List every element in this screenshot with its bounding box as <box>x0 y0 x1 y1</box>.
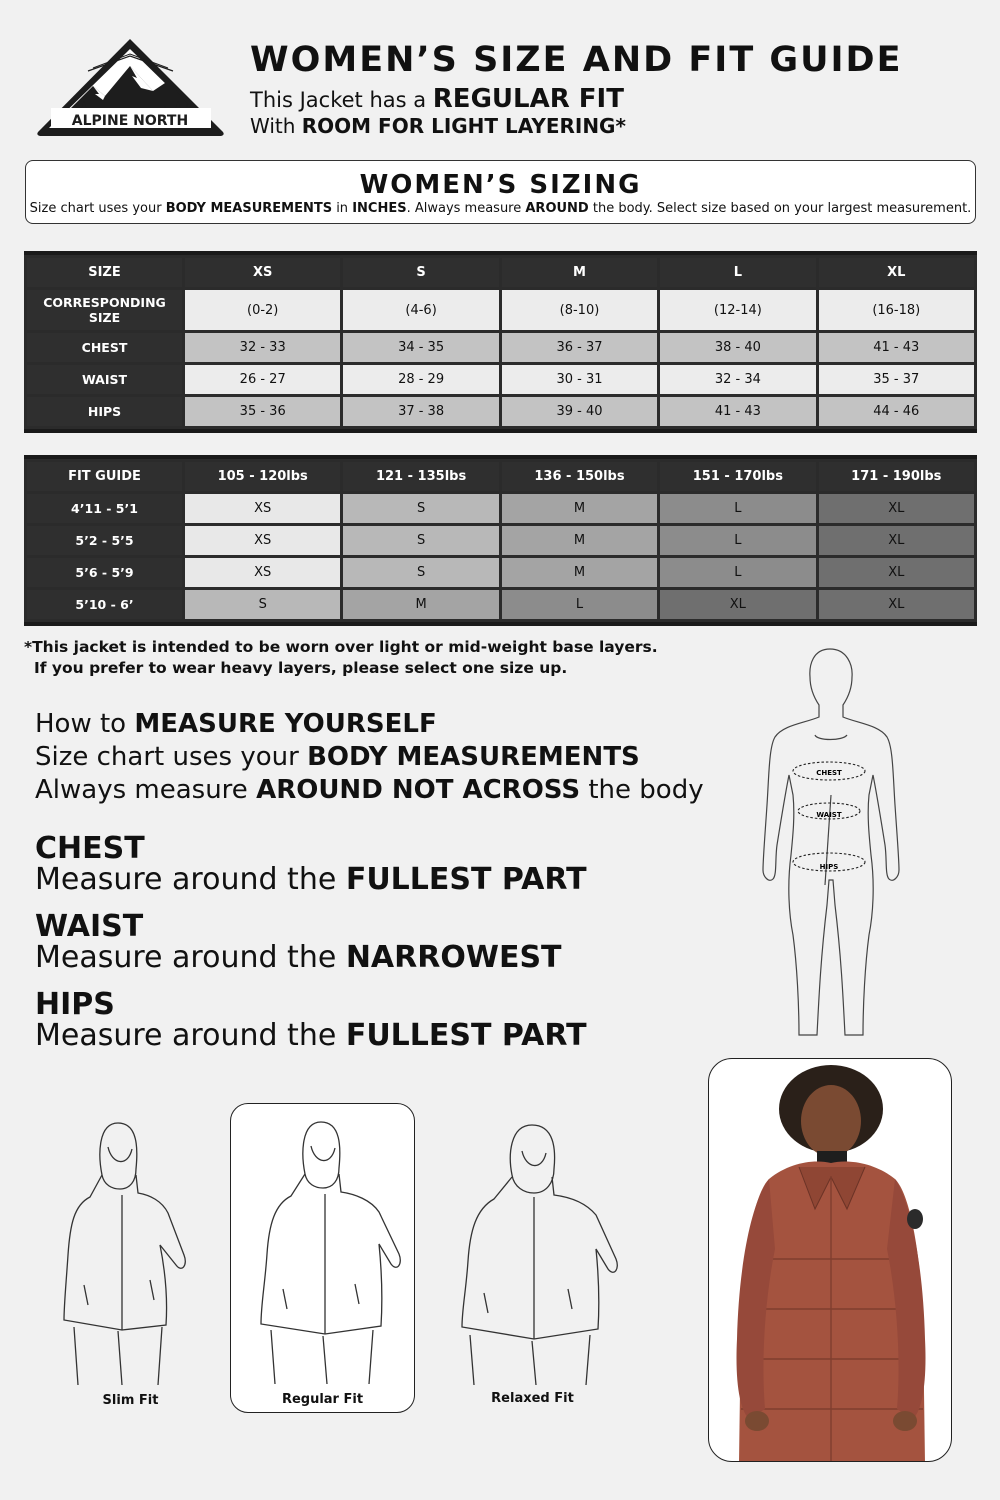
measure-bold: FULLEST PART <box>345 862 587 897</box>
fit-guide-table <box>24 455 977 626</box>
header-cell: SIZE <box>27 258 182 287</box>
table-cell: XL <box>819 494 974 523</box>
jacket-sketch-icon <box>38 1105 223 1385</box>
regular-fit-illustration <box>230 1103 415 1413</box>
table-cell: 38 - 40 <box>660 333 815 362</box>
header-cell: S <box>343 258 498 287</box>
measure-desc <box>35 1020 587 1052</box>
header-cell: 105 - 120lbs <box>185 462 340 491</box>
header-cell: 136 - 150lbs <box>502 462 657 491</box>
header-cell: L <box>660 258 815 287</box>
header-cell: 151 - 170lbs <box>660 462 815 491</box>
table-row <box>27 590 974 619</box>
note-bold: AROUND <box>525 201 589 216</box>
table-row <box>27 333 974 362</box>
relaxed-fit-label: Relaxed Fit <box>491 1391 574 1406</box>
table-row <box>27 290 974 330</box>
layering-prefix: With <box>250 114 302 138</box>
table-cell: (8-10) <box>502 290 657 330</box>
hips-figure-label: HIPS <box>819 863 839 871</box>
table-cell: 30 - 31 <box>502 365 657 394</box>
table-cell: 32 - 34 <box>660 365 815 394</box>
table-cell: L <box>660 558 815 587</box>
note-part: . Always measure <box>406 201 526 216</box>
layering-bold: ROOM FOR LIGHT LAYERING* <box>301 114 626 138</box>
header-cell: XL <box>819 258 974 287</box>
page-title: WOMEN’S SIZE AND FIT GUIDE <box>250 40 903 80</box>
measure-bold: FULLEST PART <box>345 1018 587 1053</box>
table-cell: M <box>343 590 498 619</box>
table-row <box>27 494 974 523</box>
table-cell: XL <box>819 590 974 619</box>
howto-text: How to <box>35 709 135 739</box>
sizing-header-row <box>27 258 974 287</box>
table-cell: S <box>343 526 498 555</box>
row-label: WAIST <box>27 365 182 394</box>
table-cell: M <box>502 494 657 523</box>
measure-desc <box>35 942 562 974</box>
row-label: 5’2 - 5’5 <box>27 526 182 555</box>
table-cell: 35 - 37 <box>819 365 974 394</box>
howto-bold: AROUND NOT ACROSS <box>256 775 581 805</box>
row-label: 4’11 - 5’1 <box>27 494 182 523</box>
table-cell: S <box>185 590 340 619</box>
table-cell: XS <box>185 494 340 523</box>
fit-line <box>250 84 624 114</box>
howto-line <box>35 741 704 774</box>
row-label: 5’6 - 5’9 <box>27 558 182 587</box>
footnote-line: *This jacket is intended to be worn over light or mid-weight base layers. <box>24 638 658 656</box>
header-cell: 121 - 135lbs <box>343 462 498 491</box>
logo-text: ALPINE NORTH <box>71 113 189 129</box>
table-cell: XL <box>819 558 974 587</box>
model-wearing-jacket-image <box>709 1059 952 1462</box>
footnote-line: If you prefer to wear heavy layers, please select one size up. <box>34 659 568 677</box>
measure-heading: WAIST <box>35 909 144 944</box>
howto-text: the body <box>580 775 704 805</box>
table-cell: XS <box>185 558 340 587</box>
table-cell: M <box>502 526 657 555</box>
row-label: HIPS <box>27 397 182 426</box>
table-cell: L <box>660 526 815 555</box>
table-cell: (4-6) <box>343 290 498 330</box>
table-row <box>27 397 974 426</box>
howto-text: Size chart uses your <box>35 742 308 772</box>
note-bold: INCHES <box>352 201 407 216</box>
table-cell: (0-2) <box>185 290 340 330</box>
howto-text: Always measure <box>35 775 257 805</box>
table-cell: 26 - 27 <box>185 365 340 394</box>
table-cell: 36 - 37 <box>502 333 657 362</box>
table-cell: M <box>502 558 657 587</box>
table-cell: 32 - 33 <box>185 333 340 362</box>
table-cell: 28 - 29 <box>343 365 498 394</box>
measure-desc <box>35 864 587 896</box>
table-cell: S <box>343 494 498 523</box>
waist-figure-label: WAIST <box>816 811 842 819</box>
howto-line <box>35 774 704 807</box>
note-part: in <box>332 201 353 216</box>
table-cell: 35 - 36 <box>185 397 340 426</box>
measure-heading: CHEST <box>35 831 145 866</box>
relaxed-fit-illustration <box>440 1105 625 1415</box>
header-cell: 171 - 190lbs <box>819 462 974 491</box>
header-cell: M <box>502 258 657 287</box>
header-cell: XS <box>185 258 340 287</box>
table-cell: 34 - 35 <box>343 333 498 362</box>
body-outline-figure <box>755 645 905 1040</box>
row-label: CHEST <box>27 333 182 362</box>
table-cell: 41 - 43 <box>660 397 815 426</box>
body-outline-icon <box>755 645 905 1040</box>
table-cell: S <box>343 558 498 587</box>
measure-text: Measure around the <box>35 862 346 897</box>
sizing-title: WOMEN’S SIZING <box>359 170 642 200</box>
fit-line-prefix: This Jacket has a <box>250 88 433 112</box>
measure-bold: NARROWEST <box>345 940 562 975</box>
measure-text: Measure around the <box>35 940 346 975</box>
how-to-measure <box>35 708 704 807</box>
sizing-note <box>26 201 975 216</box>
mountain-logo-icon <box>33 36 228 138</box>
table-cell: L <box>660 494 815 523</box>
row-label: 5’10 - 6’ <box>27 590 182 619</box>
slim-fit-label: Slim Fit <box>102 1393 159 1408</box>
howto-bold: MEASURE YOURSELF <box>134 709 437 739</box>
brand-logo <box>33 36 228 138</box>
table-cell: 39 - 40 <box>502 397 657 426</box>
fit-type: REGULAR FIT <box>432 84 624 114</box>
product-photo <box>708 1058 952 1462</box>
note-bold: BODY MEASUREMENTS <box>165 201 333 216</box>
table-cell: (12-14) <box>660 290 815 330</box>
table-cell: XL <box>819 526 974 555</box>
table-cell: L <box>502 590 657 619</box>
row-label: CORRESPONDING SIZE <box>27 290 182 330</box>
table-row <box>27 365 974 394</box>
table-cell: XL <box>660 590 815 619</box>
note-part: the body. Select size based on your largest measurement. <box>588 201 972 216</box>
measure-heading: HIPS <box>35 987 115 1022</box>
table-row <box>27 558 974 587</box>
slim-fit-illustration <box>38 1105 223 1415</box>
layering-footnote <box>24 637 658 679</box>
table-cell: 44 - 46 <box>819 397 974 426</box>
howto-bold: BODY MEASUREMENTS <box>307 742 640 772</box>
jacket-sketch-icon <box>231 1104 416 1384</box>
header-cell: FIT GUIDE <box>27 462 182 491</box>
note-part: Size chart uses your <box>29 201 166 216</box>
howto-line <box>35 708 704 741</box>
table-cell: 41 - 43 <box>819 333 974 362</box>
table-cell: 37 - 38 <box>343 397 498 426</box>
sizing-table <box>24 251 977 433</box>
regular-fit-label: Regular Fit <box>281 1392 364 1407</box>
waist-instruction <box>35 909 562 975</box>
hips-instruction <box>35 987 587 1053</box>
layering-line <box>250 114 626 138</box>
table-cell: (16-18) <box>819 290 974 330</box>
chest-figure-label: CHEST <box>816 769 842 777</box>
chest-instruction <box>35 831 587 897</box>
sizing-banner <box>25 160 976 224</box>
jacket-sketch-icon <box>440 1105 625 1385</box>
fit-header-row <box>27 462 974 491</box>
table-row <box>27 526 974 555</box>
table-cell: XS <box>185 526 340 555</box>
measure-text: Measure around the <box>35 1018 346 1053</box>
